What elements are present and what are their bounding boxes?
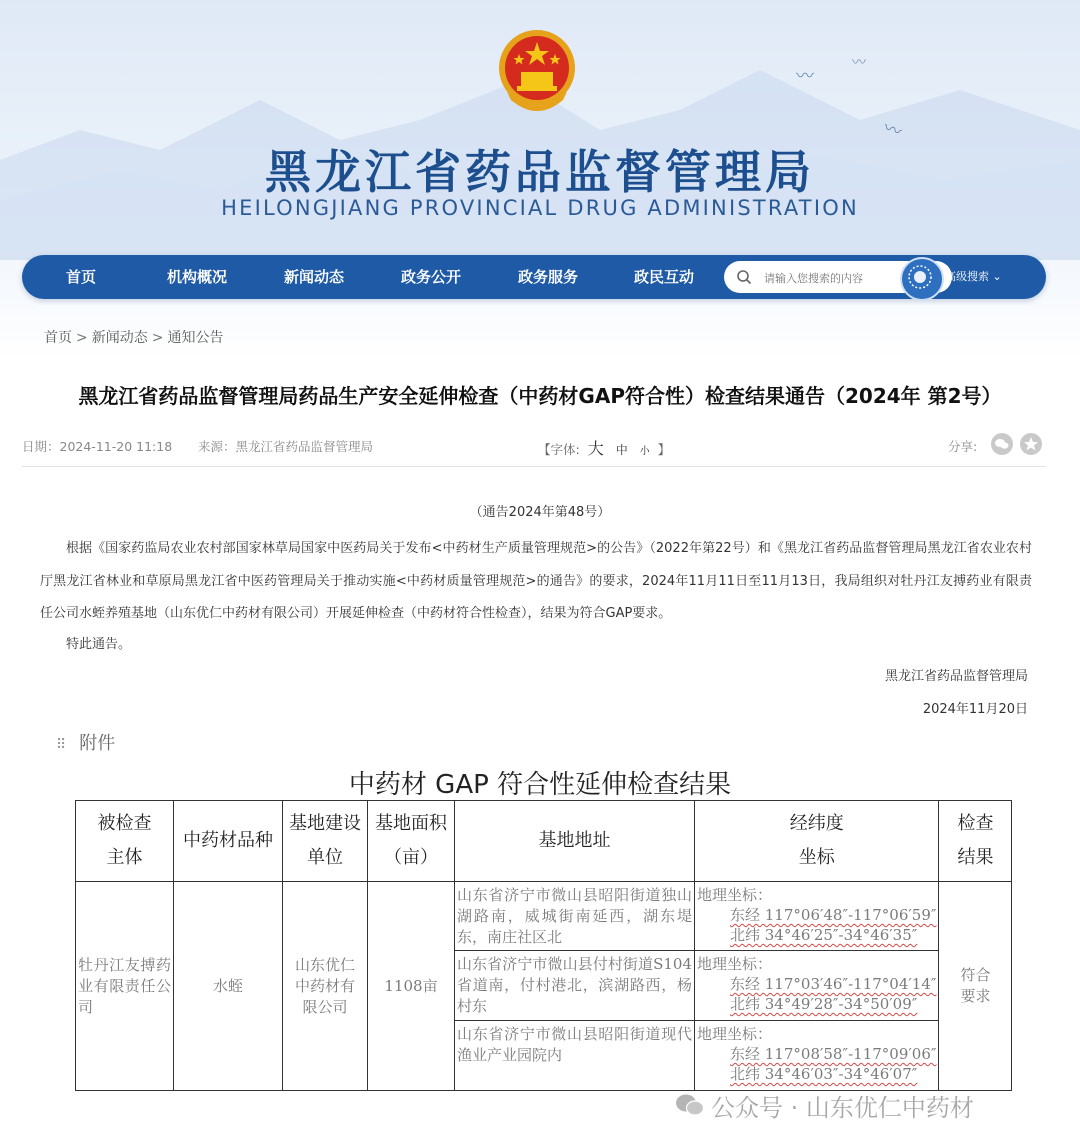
chevron-down-icon: ⌄ — [989, 270, 1002, 283]
cell-builder: 山东优仁中药材有限公司 — [283, 882, 368, 1091]
nav-item-about[interactable]: 机构概况 — [166, 268, 227, 286]
article-date: 日期：2024-11-20 11:18 — [22, 439, 173, 454]
cell-area: 1108亩 — [368, 882, 455, 1091]
font-size-switcher — [538, 436, 670, 459]
drag-handle-icon: ⠿ — [56, 737, 66, 753]
font-size-medium-button[interactable]: 中 — [615, 443, 628, 457]
article-paragraph: 根据《国家药监局农业农村部国家林草局国家中医药局关于发布<中药材生产质量管理规范>的公告》（2022年第22号）和《黑龙江省药品监督管理局黑龙江省农业农村厅黑龙江省林业和草原局黑龙江省中医药管理局关于推动实施<中药材质量管理规范>的通告》的要求，2024年11月11日至11月13日，我局组织对牡丹江友搏药业有限责任公司水蛭养殖基地（山东优仁中药材有限公司）开展延伸检查（中药材符合性检查），结果为符合GAP要求。 — [40, 541, 1032, 621]
wechat-icon — [675, 1092, 705, 1118]
watermark-text: 公众号 · 山东优仁中药材 — [711, 1094, 974, 1122]
wechat-share-icon[interactable] — [991, 433, 1013, 455]
cell-variety: 水蛭 — [174, 882, 283, 1091]
attachment-heading — [56, 729, 115, 755]
search-button[interactable] — [900, 257, 944, 301]
nav-item-interaction[interactable]: 政民互动 — [633, 268, 694, 286]
font-size-label: 【字体: — [538, 442, 580, 457]
bird-icon: 〰 — [880, 117, 905, 144]
article-sign-date: 2024年11月20日 — [922, 702, 1028, 717]
cell-address: 山东省济宁市微山县昭阳街道独山湖路南，威城街南延西，湖东堤东，南庄社区北 — [455, 882, 695, 951]
advanced-search-link[interactable] — [945, 255, 1002, 299]
attachment-label: 附件 — [79, 733, 116, 754]
cell-address: 山东省济宁市微山县昭阳街道现代渔业产业园院内 — [455, 1021, 695, 1091]
article-signature: 黑龙江省药品监督管理局 — [884, 669, 1028, 684]
site-title: 黑龙江省药品监督管理局 — [265, 145, 815, 199]
breadcrumb — [44, 327, 223, 347]
nav-item-services[interactable]: 政务服务 — [517, 268, 578, 286]
article-source: 来源：黑龙江省药品监督管理局 — [198, 439, 374, 454]
breadcrumb-separator: > — [151, 330, 164, 346]
cell-coordinates: 地理坐标： 东经 117°03′46″-117°04′14″ 北纬 34°49′28″-34°50′09″ — [695, 951, 939, 1021]
nav-item-news[interactable]: 新闻动态 — [283, 268, 344, 286]
header-builder: 基地建设 单位 — [283, 801, 368, 882]
cell-result: 符合要求 — [939, 882, 1012, 1091]
header-coordinates: 经纬度 坐标 — [695, 801, 939, 882]
search-emblem-icon — [902, 259, 942, 299]
header-subject: 被检查 主体 — [76, 801, 174, 882]
font-size-small-button[interactable]: 小 — [639, 446, 650, 457]
breadcrumb-notices[interactable]: 通知公告 — [167, 330, 224, 346]
main-navigation — [22, 255, 1046, 299]
breadcrumb-news[interactable]: 新闻动态 — [91, 330, 148, 346]
cell-coordinates: 地理坐标： 东经 117°06′48″-117°06′59″ 北纬 34°46′25″-34°46′35″ — [695, 882, 939, 951]
share-label: 分享: — [948, 439, 978, 454]
notice-number: （通告2024年第48号） — [469, 505, 611, 520]
font-size-large-button[interactable]: 大 — [587, 439, 604, 458]
bird-icon: 〰 — [796, 66, 814, 87]
table-title: 中药材 GAP 符合性延伸检查结果 — [348, 770, 732, 800]
result-table — [75, 800, 1012, 1091]
site-header — [0, 0, 1080, 360]
divider — [22, 466, 1046, 467]
header-variety: 中药材品种 — [174, 801, 283, 882]
nav-item-home[interactable]: 首页 — [65, 268, 96, 286]
article-closing: 特此通告。 — [66, 637, 132, 652]
breadcrumb-home[interactable]: 首页 — [44, 330, 72, 346]
font-size-bracket: 】 — [657, 442, 671, 457]
header-area: 基地面积 （亩） — [368, 801, 455, 882]
header-address: 基地地址 — [455, 801, 695, 882]
header-result: 检查 结果 — [939, 801, 1012, 882]
site-subtitle: HEILONGJIANG PROVINCIAL DRUG ADMINISTRATION — [221, 196, 859, 220]
search-input[interactable] — [762, 266, 916, 290]
article-title: 黑龙江省药品监督管理局药品生产安全延伸检查（中药材GAP符合性）检查结果通告（2024年 第2号） — [78, 384, 1002, 408]
search-icon — [736, 269, 752, 285]
national-emblem-icon — [497, 28, 577, 114]
table-header-row — [76, 801, 1012, 882]
cell-subject: 牡丹江友搏药业有限责任公司 — [76, 882, 174, 1091]
table-row — [76, 882, 1012, 951]
nav-item-government-affairs[interactable]: 政务公开 — [400, 268, 461, 286]
breadcrumb-separator: > — [76, 330, 88, 346]
favorite-share-icon[interactable] — [1020, 433, 1042, 455]
cell-coordinates: 地理坐标： 东经 117°08′58″-117°09′06″ 北纬 34°46′03″-34°46′07″ — [695, 1021, 939, 1091]
bird-icon: 〰 — [852, 55, 866, 71]
advanced-search-label: 高级搜索 — [945, 270, 989, 283]
cell-address: 山东省济宁市微山县付村街道S104省道南，付村港北，滨湖路西，杨村东 — [455, 951, 695, 1021]
